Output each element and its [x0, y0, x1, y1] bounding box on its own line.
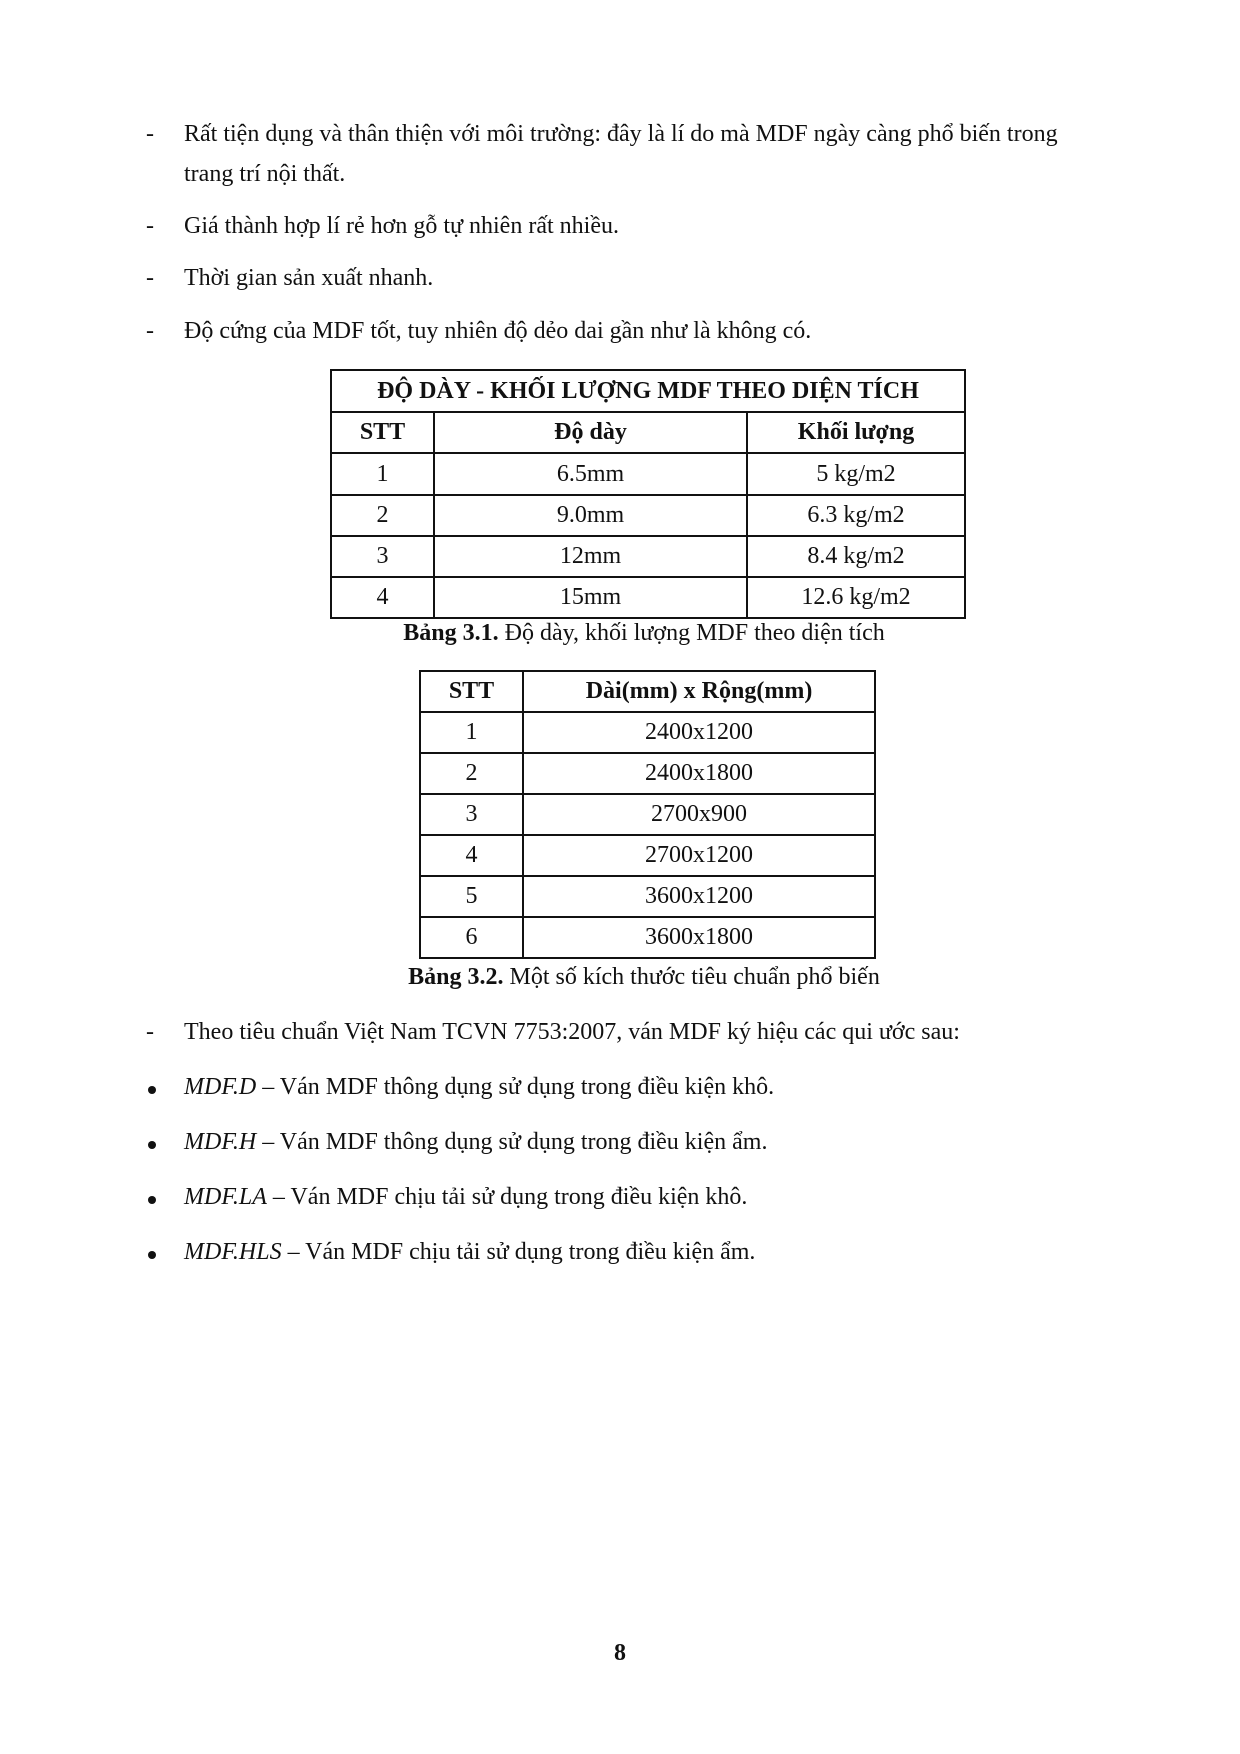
- standard-description: – Ván MDF thông dụng sử dụng trong điều kiện ẩm.: [256, 1129, 768, 1155]
- table-row: [420, 917, 875, 958]
- table-cell: 3: [331, 536, 434, 577]
- bullet-dot-icon: [148, 1086, 156, 1094]
- dash-marker: -: [146, 121, 154, 147]
- bullet-item: [146, 258, 1184, 298]
- standard-description: – Ván MDF chịu tải sử dụng trong điều kiện ẩm.: [281, 1239, 756, 1265]
- table-cell: 8.4 kg/m2: [747, 536, 965, 577]
- table-cell: 3: [420, 794, 523, 835]
- table-cell: 6: [420, 917, 523, 958]
- caption-label: Bảng 3.1.: [403, 620, 499, 646]
- table-cell: 2: [331, 495, 434, 536]
- table-cell: 6.5mm: [434, 453, 747, 495]
- table-header-cell: Khối lượng: [747, 412, 965, 453]
- table-row: [420, 835, 875, 876]
- bullet-text: Rất tiện dụng và thân thiện với môi trường: đây là lí do mà MDF ngày càng phổ biến trong: [184, 121, 1058, 147]
- list-item: [146, 1067, 1184, 1107]
- table-cell: 2400x1200: [523, 712, 875, 753]
- table-cell: 5: [420, 876, 523, 917]
- caption-label: Bảng 3.2.: [408, 964, 504, 990]
- bullet-text: Thời gian sản xuất nhanh.: [184, 265, 434, 291]
- bullet-dot-icon: [148, 1196, 156, 1204]
- table-row: [420, 753, 875, 794]
- table-cell: 12mm: [434, 536, 747, 577]
- list-item: [146, 1177, 1184, 1217]
- table-cell: 2400x1800: [523, 753, 875, 794]
- thickness-weight-table: [330, 369, 966, 619]
- table-row: [420, 876, 875, 917]
- page-number: 8: [614, 1640, 626, 1666]
- table-header-cell: Độ dày: [434, 412, 747, 453]
- table-title: ĐỘ DÀY - KHỐI LƯỢNG MDF THEO DIỆN TÍCH: [331, 370, 965, 412]
- bullet-item: [146, 311, 1184, 351]
- bullet-item: [146, 114, 1184, 194]
- table-caption: [24, 964, 1240, 991]
- table-cell: 2: [420, 753, 523, 794]
- table-cell: 2700x900: [523, 794, 875, 835]
- standard-description: – Ván MDF chịu tải sử dụng trong điều kiện khô.: [266, 1184, 748, 1210]
- table-row: [420, 712, 875, 753]
- bullet-item: [146, 206, 1184, 246]
- list-item: [146, 1232, 1184, 1272]
- table-cell: 5 kg/m2: [747, 453, 965, 495]
- standard-code: MDF.HLS: [184, 1239, 282, 1265]
- dash-marker: -: [146, 265, 154, 291]
- table-row: [331, 577, 965, 618]
- table-cell: 4: [331, 577, 434, 618]
- table-cell: 2700x1200: [523, 835, 875, 876]
- standard-code: MDF.H: [184, 1129, 257, 1155]
- dash-marker: -: [146, 1019, 154, 1045]
- table-row: [331, 453, 965, 495]
- table-cell: 4: [420, 835, 523, 876]
- table-cell: 3600x1800: [523, 917, 875, 958]
- table-row: [420, 794, 875, 835]
- standard-description: – Ván MDF thông dụng sử dụng trong điều kiện khô.: [256, 1074, 775, 1100]
- table-row: [331, 495, 965, 536]
- bullet-dot-icon: [148, 1251, 156, 1259]
- bullet-item: [146, 1012, 1184, 1052]
- dash-marker: -: [146, 318, 154, 344]
- bullet-text: Theo tiêu chuẩn Việt Nam TCVN 7753:2007, ván MDF ký hiệu các qui ước sau:: [184, 1019, 960, 1045]
- caption-text: Độ dày, khối lượng MDF theo diện tích: [498, 620, 885, 646]
- table-cell: 3600x1200: [523, 876, 875, 917]
- table-cell: 12.6 kg/m2: [747, 577, 965, 618]
- standard-code: MDF.LA: [184, 1184, 267, 1210]
- list-item: [146, 1122, 1184, 1162]
- table-row: [331, 536, 965, 577]
- table-cell: 15mm: [434, 577, 747, 618]
- table-cell: 6.3 kg/m2: [747, 495, 965, 536]
- dash-marker: -: [146, 213, 154, 239]
- table-header-cell: STT: [420, 671, 523, 712]
- bullet-text: Độ cứng của MDF tốt, tuy nhiên độ dẻo dai gần như là không có.: [184, 318, 812, 344]
- table-header-cell: STT: [331, 412, 434, 453]
- table-cell: 1: [420, 712, 523, 753]
- table-cell: 1: [331, 453, 434, 495]
- standard-size-table: [419, 670, 876, 959]
- bullet-text-continuation: trang trí nội thất.: [184, 161, 346, 187]
- table-caption: [24, 620, 1240, 647]
- standard-code: MDF.D: [184, 1074, 257, 1100]
- table-header-cell: Dài(mm) x Rộng(mm): [523, 671, 875, 712]
- caption-text: Một số kích thước tiêu chuẩn phổ biến: [503, 964, 880, 990]
- bullet-text: Giá thành hợp lí rẻ hơn gỗ tự nhiên rất nhiều.: [184, 213, 619, 239]
- bullet-dot-icon: [148, 1141, 156, 1149]
- table-cell: 9.0mm: [434, 495, 747, 536]
